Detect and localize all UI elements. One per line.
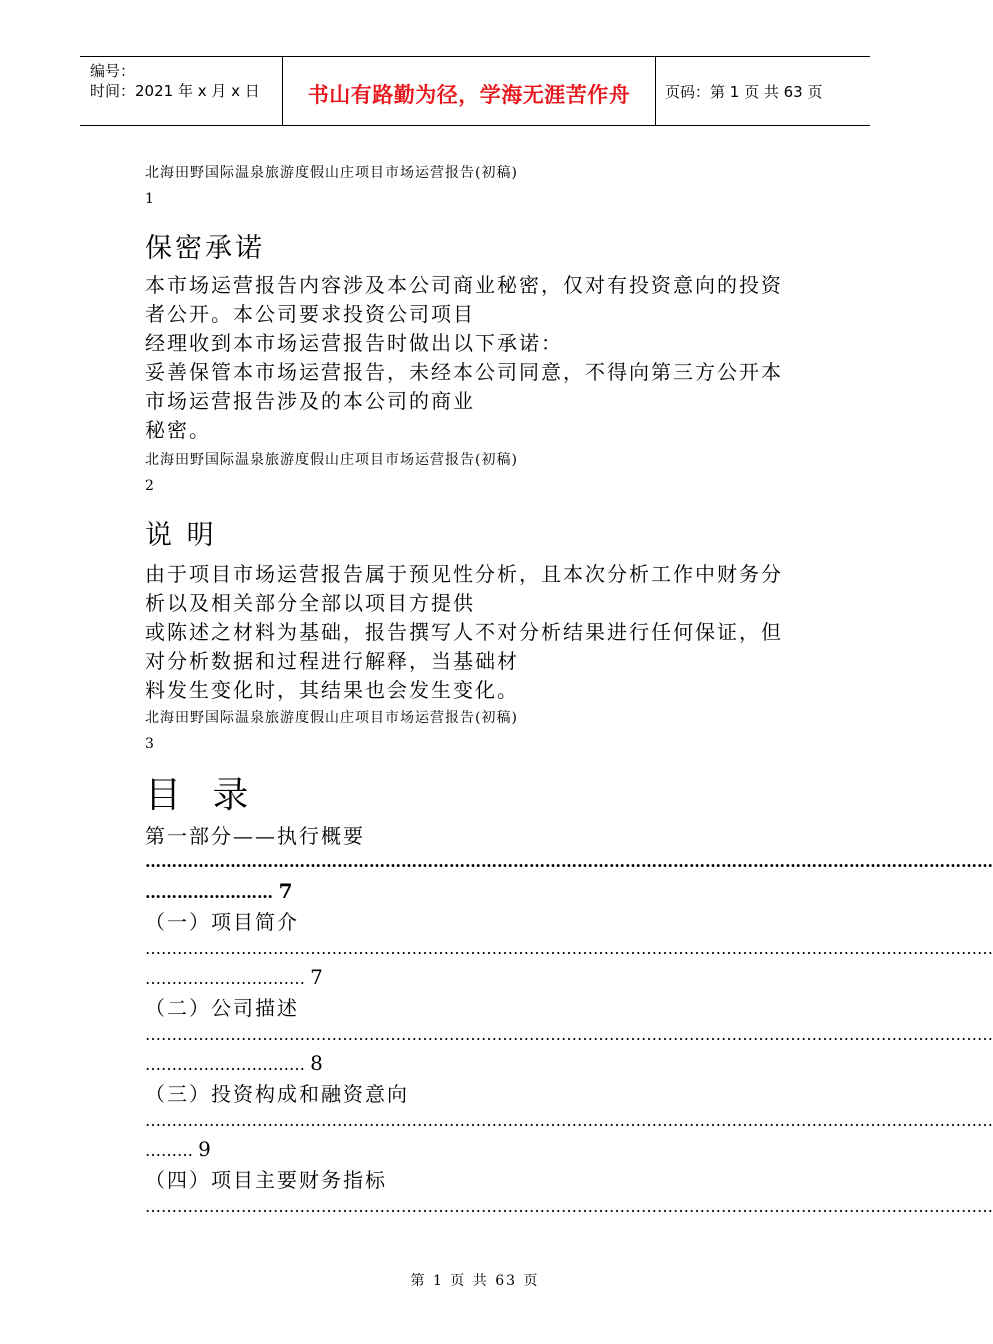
text-line: 者公开。本公司要求投资公司项目 (145, 302, 475, 326)
toc-leader: …………………………………………………………………………………………………………………………………………… (145, 852, 993, 871)
toc-entry-title[interactable]: （四）项目主要财务指标 (145, 1168, 387, 1192)
toc-entry-page: 7 (310, 965, 323, 989)
toc-leader-end: ……… 9 (145, 1137, 211, 1161)
running-title: 北海田野国际温泉旅游度假山庄项目市场运营报告(初稿) (145, 165, 518, 181)
time-label: 时间：2021 年 x 月 x 日 (90, 82, 260, 100)
toc-leader: …………………………………………………………………………………………………………………………………………… (145, 939, 993, 958)
page-number: 1 (145, 191, 154, 207)
toc-entry-page: 8 (310, 1051, 323, 1075)
section-heading: 保密承诺 (145, 233, 265, 264)
text-line: 料发生变化时，其结果也会发生变化。 (145, 678, 519, 702)
running-title: 北海田野国际温泉旅游度假山庄项目市场运营报告(初稿) (145, 710, 518, 726)
text-line: 秘密。 (145, 418, 211, 442)
text-line: 经理收到本市场运营报告时做出以下承诺： (145, 331, 563, 355)
toc-heading: 目 录 (145, 775, 259, 816)
toc-entry-title[interactable]: （二）公司描述 (145, 996, 299, 1020)
number-label: 编号： (90, 62, 136, 80)
toc-entry-title[interactable]: 第一部分——执行概要 (145, 824, 365, 848)
text-line: 析以及相关部分全部以项目方提供 (145, 591, 475, 615)
running-title: 北海田野国际温泉旅游度假山庄项目市场运营报告(初稿) (145, 452, 518, 468)
header-meta (90, 61, 260, 101)
toc-entry-title[interactable]: （三）投资构成和融资意向 (145, 1082, 409, 1106)
text-line: 或陈述之材料为基础，报告撰写人不对分析结果进行任何保证，但 (145, 620, 783, 644)
text-line: 对分析数据和过程进行解释，当基础材 (145, 649, 519, 673)
text-line: 由于项目市场运营报告属于预见性分析，且本次分析工作中财务分 (145, 562, 783, 586)
toc-leader: …………………………………………………………………………………………………………………………………………… (145, 1111, 993, 1130)
text-line: 本市场运营报告内容涉及本公司商业秘密，仅对有投资意向的投资 (145, 273, 783, 297)
section-heading: 说 明 (145, 520, 217, 551)
header-divider (655, 57, 656, 125)
explanation-paragraph (145, 560, 805, 705)
page-header (80, 56, 870, 126)
toc-leader: …………………………………………………………………………………………………………………………………………… (145, 1025, 993, 1044)
header-page-info: 页码：第 1 页 共 63 页 (665, 83, 823, 101)
text-line: 市场运营报告涉及的本公司的商业 (145, 389, 475, 413)
toc-entry-page: 9 (198, 1137, 211, 1161)
text-line: 妥善保管本市场运营报告，未经本公司同意，不得向第三方公开本 (145, 360, 783, 384)
toc-leader-end: ………………………… 8 (145, 1051, 323, 1075)
toc-leader-end: …………………… 7 (145, 879, 293, 903)
toc-leader: …………………………………………………………………………………………………………………………………………… (145, 1197, 993, 1216)
page-number: 2 (145, 478, 154, 494)
header-motto: 书山有路勤为径，学海无涯苦作舟 (307, 83, 631, 107)
toc-entry-title[interactable]: （一）项目简介 (145, 910, 299, 934)
page-footer: 第 1 页 共 63 页 (410, 1273, 540, 1289)
toc-entry-page: 7 (278, 879, 293, 903)
toc-leader-end: ………………………… 7 (145, 965, 323, 989)
confidential-paragraph (145, 271, 805, 445)
page-number: 3 (145, 736, 154, 752)
